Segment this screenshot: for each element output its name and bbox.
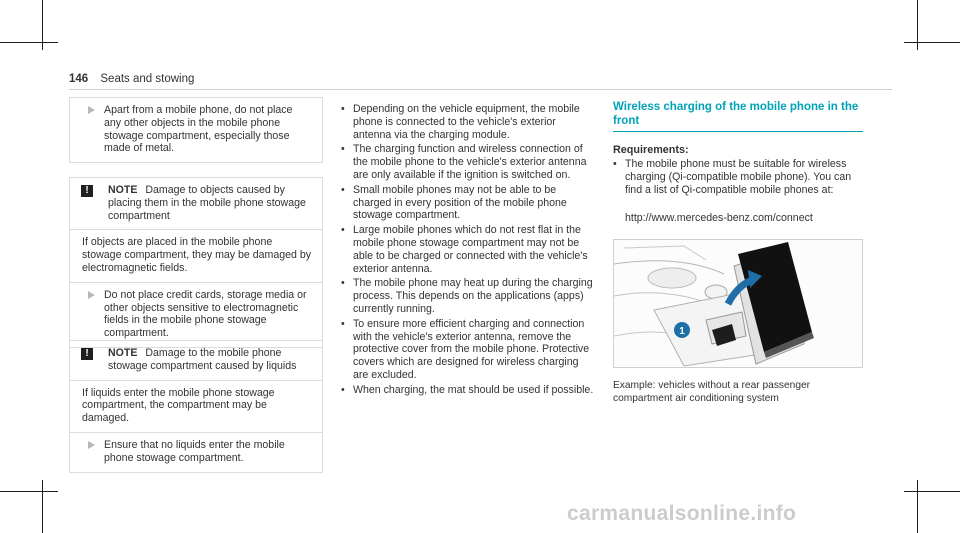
note-box: [69, 177, 323, 348]
page-header: [69, 73, 194, 85]
list-item: • Small mobile phones may not be able to be charged in every position of the mobile phone stowage compartment.: [341, 183, 567, 222]
triangle-arrow-icon: [88, 441, 95, 449]
list-item: • When charging, the mat should be used if possible.: [341, 383, 594, 396]
connect-url: http://www.mercedes-benz.com/connect: [625, 212, 813, 224]
note-title: NOTE: [108, 347, 138, 359]
crop-mark: [0, 491, 58, 492]
requirements-title: Requirements:: [613, 144, 689, 156]
console-illustration: [614, 240, 863, 368]
instruction-item: [80, 104, 312, 155]
instruction-text: Do not place credit cards, storage media or other objects sensitive to electromagnetic fields in the mobile phone stowage compartment.: [104, 288, 307, 340]
note-header: [80, 347, 312, 373]
instruction-box: [69, 97, 323, 163]
note-header: [80, 184, 312, 222]
bullet-list: [341, 103, 596, 399]
requirements-list: [613, 158, 863, 198]
note-summary: Damage to the mobile phone stowage compartment caused by liquids: [108, 347, 297, 372]
list-item: • The mobile phone may heat up during the charging process. This depends on the applications (apps) currently running.: [341, 277, 593, 315]
triangle-arrow-icon: [88, 106, 95, 114]
instruction-text: Apart from a mobile phone, do not place any other objects in the mobile phone stowage compartment, especially those made of metal.: [104, 104, 293, 155]
crop-mark: [0, 42, 58, 43]
instruction-text: Ensure that no liquids enter the mobile phone stowage compartment.: [104, 438, 285, 464]
figure-callout: 1: [679, 326, 685, 337]
page-number: 146: [69, 73, 89, 85]
note-summary: Damage to objects caused by placing them in the mobile phone stowage compartment: [108, 184, 306, 222]
instruction-item: [80, 289, 312, 340]
figure-caption: Example: vehicles without a rear passenger compartment air conditioning system: [613, 380, 811, 404]
list-item: • The mobile phone must be suitable for wireless charging (Qi-compatible mobile phone). You can find a list of Qi-compatible mobile phones at:: [613, 158, 852, 196]
instruction-item: [80, 439, 312, 465]
list-item: • Large mobile phones which do not rest flat in the mobile phone stowage compartment may not be able to be charged or connected with the vehicle's exterior antenna.: [341, 224, 588, 275]
list-item: • To ensure more efficient charging and connection with the vehicle's exterior antenna, remove the protective cover from the mobile phone. Protective covers which are designed for wireless charging are excluded.: [341, 317, 590, 381]
note-description: If objects are placed in the mobile phone stowage compartment, they may be damaged by electromagnetic fields.: [82, 236, 312, 274]
wireless-charging-illustration: [613, 239, 863, 368]
list-item: • The charging function and wireless connection of the mobile phone to the vehicle's exterior antenna are only available if the ignition is switched on.: [341, 143, 587, 181]
crop-mark: [42, 480, 43, 533]
section-name: Seats and stowing: [100, 73, 195, 85]
section-title: Wireless charging of the mobile phone in the front: [613, 101, 859, 127]
exclamation-icon: !: [81, 348, 93, 360]
crop-mark: [917, 480, 918, 533]
exclamation-icon: !: [81, 185, 93, 197]
crop-mark: [904, 491, 960, 492]
list-item: • Depending on the vehicle equipment, the mobile phone is connected to the vehicle's exterior antenna via the charging module.: [341, 103, 580, 141]
triangle-arrow-icon: [88, 291, 95, 299]
note-box: [69, 340, 323, 473]
header-divider: [69, 89, 892, 90]
crop-mark: [904, 42, 960, 43]
note-description: If liquids enter the mobile phone stowage compartment, the compartment may be damaged.: [82, 386, 275, 425]
note-title: NOTE: [108, 184, 138, 196]
section-divider: [613, 131, 863, 132]
watermark: carmanualsonline.info: [567, 502, 797, 525]
